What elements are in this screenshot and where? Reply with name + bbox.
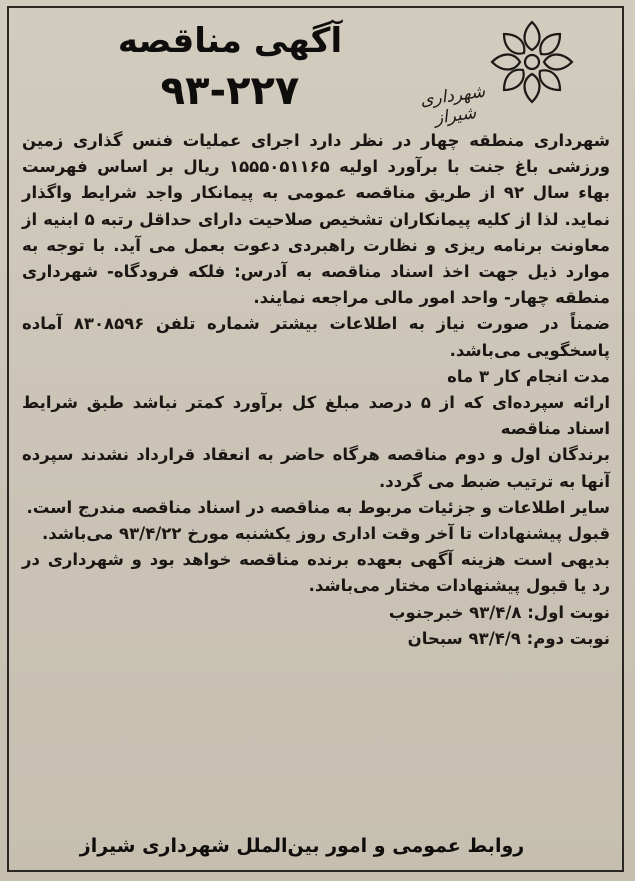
paragraph-deadline: قبول پیشنهادات تا آخر وقت اداری روز یکشنبه مورخ ۹۳/۴/۲۲ می‌باشد. — [41, 524, 610, 544]
paragraph-intro: شهرداری منطقه چهار در نظر دارد اجرای عملیات فنس گذاری زمین ورزشی باغ جنت با برآورد اولیه ۱۵۵۵۰۵۱۱۶۵ ریال بر اساس فهرست بهاء سال ۹۲ از طریق مناقصه عمومی به پیمانکار واجد شرایط واگذار نماید. لذا از کلیه پیمانکاران تشخیص صلاحیت دارای حداقل رتبه ۵ ابنیه از معاونت برنامه ریزی و نظارت راهبردی دعوت بعمل می آید. با توجه به موارد ذیل جهت اخذ اسناد مناقصه به آدرس: فلکه فرودگاه- شهرداری منطقه چهار- واحد امور مالی مراجعه نمایند. — [22, 131, 610, 308]
ad-body — [22, 128, 610, 652]
paragraph-first-publication: نوبت اول: ۹۳/۴/۸ خبرجنوب — [388, 602, 610, 622]
tender-number: ۹۳-۲۲۷ — [160, 68, 300, 114]
paragraph-cost: بدیهی است هزینه آگهی بعهده برنده مناقصه خواهد بود و شهرداری در رد یا قبول پیشنهادات مختار می‌باشد. — [22, 550, 610, 596]
signature-line: روابط عمومی و امور بین‌الملل شهرداری شیراز — [79, 835, 525, 857]
paragraph-duration: مدت انجام کار ۳ ماه — [447, 366, 610, 386]
logo-caption: شهرداری شیراز — [418, 81, 487, 129]
ad-title: آگهی مناقصه — [117, 21, 343, 61]
paragraph-winners: برندگان اول و دوم مناقصه هرگاه حاضر به انعقاد قرارداد نشدند سپرده آنها به ترتیب ضبط می گردد. — [22, 445, 610, 491]
paragraph-deposit: ارائه سپرده‌ای که از ۵ درصد مبلغ کل برآورد کمتر نباشد طبق شرایط اسناد مناقصه — [22, 393, 610, 439]
paragraph-details: سایر اطلاعات و جزئیات مربوط به مناقصه در اسناد مناقصه مندرج است. — [26, 497, 610, 517]
paragraph-second-publication: نوبت دوم: ۹۳/۴/۹ سبحان — [407, 628, 610, 648]
paragraph-contact: ضمناً در صورت نیاز به اطلاعات بیشتر شماره تلفن ۸۳۰۸۵۹۶ آماده پاسخگویی می‌باشد. — [22, 314, 610, 360]
